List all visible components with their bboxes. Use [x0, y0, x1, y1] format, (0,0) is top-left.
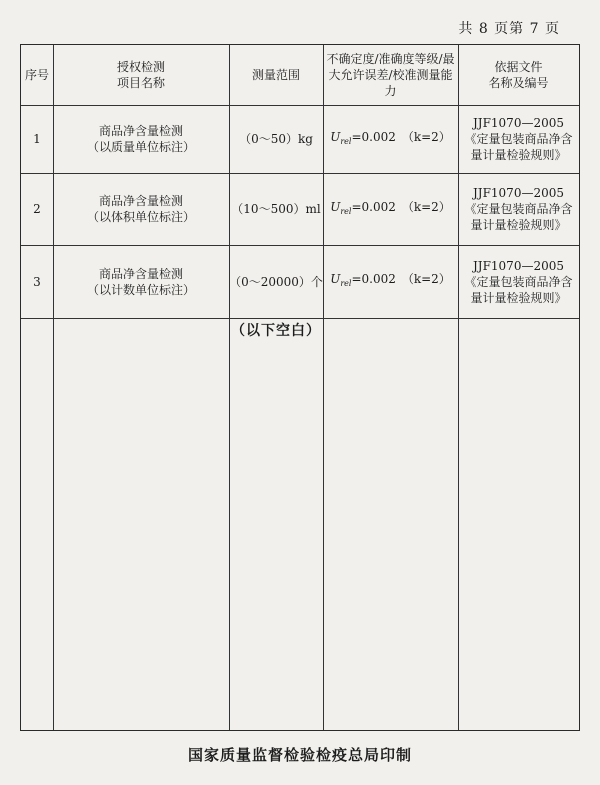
header-item — [53, 45, 229, 105]
row-range-value: （0～20000）个 — [229, 274, 323, 289]
header-uncertainty-line: 不确定度/准确度等级/最 — [326, 52, 455, 66]
header-range-label: 测量范围 — [251, 68, 300, 82]
header-basis-line: 依据文件 — [494, 60, 543, 74]
u-subscript: rel — [340, 206, 352, 216]
u-subscript: rel — [340, 136, 352, 146]
u-subscript: rel — [340, 279, 352, 288]
row-uncertainty — [323, 173, 458, 245]
header-index-label: 序号 — [24, 68, 49, 82]
header-index — [21, 45, 53, 105]
row-item-name: 商品净含量检测 — [98, 266, 183, 281]
row-item-unit: （以质量单位标注） — [86, 140, 195, 154]
row-basis-title: 量计量检验规则》 — [470, 218, 567, 232]
row-index-value: 1 — [33, 132, 41, 146]
row-index — [21, 173, 53, 245]
row-divider — [21, 318, 579, 319]
row-uncertainty-value — [330, 199, 451, 220]
row-range-value: （0～50）kg — [239, 132, 313, 146]
u-symbol: U — [330, 272, 341, 286]
header-uncertainty-line: 大允许误差/校准测量能 — [328, 68, 453, 82]
row-item-unit: （以体积单位标注） — [86, 210, 195, 224]
page-counter: 共 8 页第 7 页 — [458, 21, 560, 37]
header-range — [229, 45, 323, 105]
row-item — [53, 245, 229, 318]
row-uncertainty-value — [330, 129, 451, 150]
row-uncertainty-value — [330, 271, 451, 292]
row-item-unit: （以计数单位标注） — [86, 282, 195, 297]
row-basis-title: 量计量检验规则》 — [470, 290, 567, 305]
row-basis-code: JJF1070—2005 — [472, 116, 564, 130]
row-item-name: 商品净含量检测 — [98, 124, 183, 138]
row-item — [53, 173, 229, 245]
u-value: =0.002 （k=2） — [351, 272, 451, 286]
row-basis-title: 《定量包装商品净含 — [464, 274, 573, 289]
row-uncertainty — [323, 105, 458, 173]
row-basis — [458, 105, 579, 173]
u-value: =0.002 （k=2） — [351, 199, 451, 214]
row-range — [229, 105, 323, 173]
row-index-value: 3 — [33, 274, 41, 289]
footer-printer: 国家质量监督检验检疫总局印制 — [187, 746, 412, 764]
row-range — [229, 245, 323, 318]
row-basis-title: 量计量检验规则》 — [470, 148, 567, 162]
header-item-line: 授权检测 — [116, 60, 165, 74]
row-basis-title: 《定量包装商品净含 — [464, 202, 573, 216]
header-item-line: 项目名称 — [116, 76, 165, 90]
accreditation-table — [20, 44, 580, 731]
u-symbol: U — [330, 129, 341, 144]
row-basis-title: 《定量包装商品净含 — [464, 132, 573, 146]
blank-below-note: （以下空白） — [231, 323, 321, 339]
header-basis-line: 名称及编号 — [488, 76, 549, 90]
header-uncertainty — [323, 45, 458, 105]
row-basis — [458, 245, 579, 318]
row-basis-code: JJF1070—2005 — [472, 258, 564, 273]
row-index — [21, 105, 53, 173]
row-basis — [458, 173, 579, 245]
row-range-value: （10～500）ml — [231, 202, 321, 216]
row-index — [21, 245, 53, 318]
row-item — [53, 105, 229, 173]
header-uncertainty-line: 力 — [384, 84, 397, 98]
row-basis-code: JJF1070—2005 — [472, 186, 564, 200]
header-basis — [458, 45, 579, 105]
u-symbol: U — [330, 199, 341, 214]
row-item-name: 商品净含量检测 — [98, 194, 183, 208]
u-value: =0.002 （k=2） — [351, 129, 451, 144]
row-uncertainty — [323, 245, 458, 318]
row-range — [229, 173, 323, 245]
row-index-value: 2 — [33, 202, 41, 216]
